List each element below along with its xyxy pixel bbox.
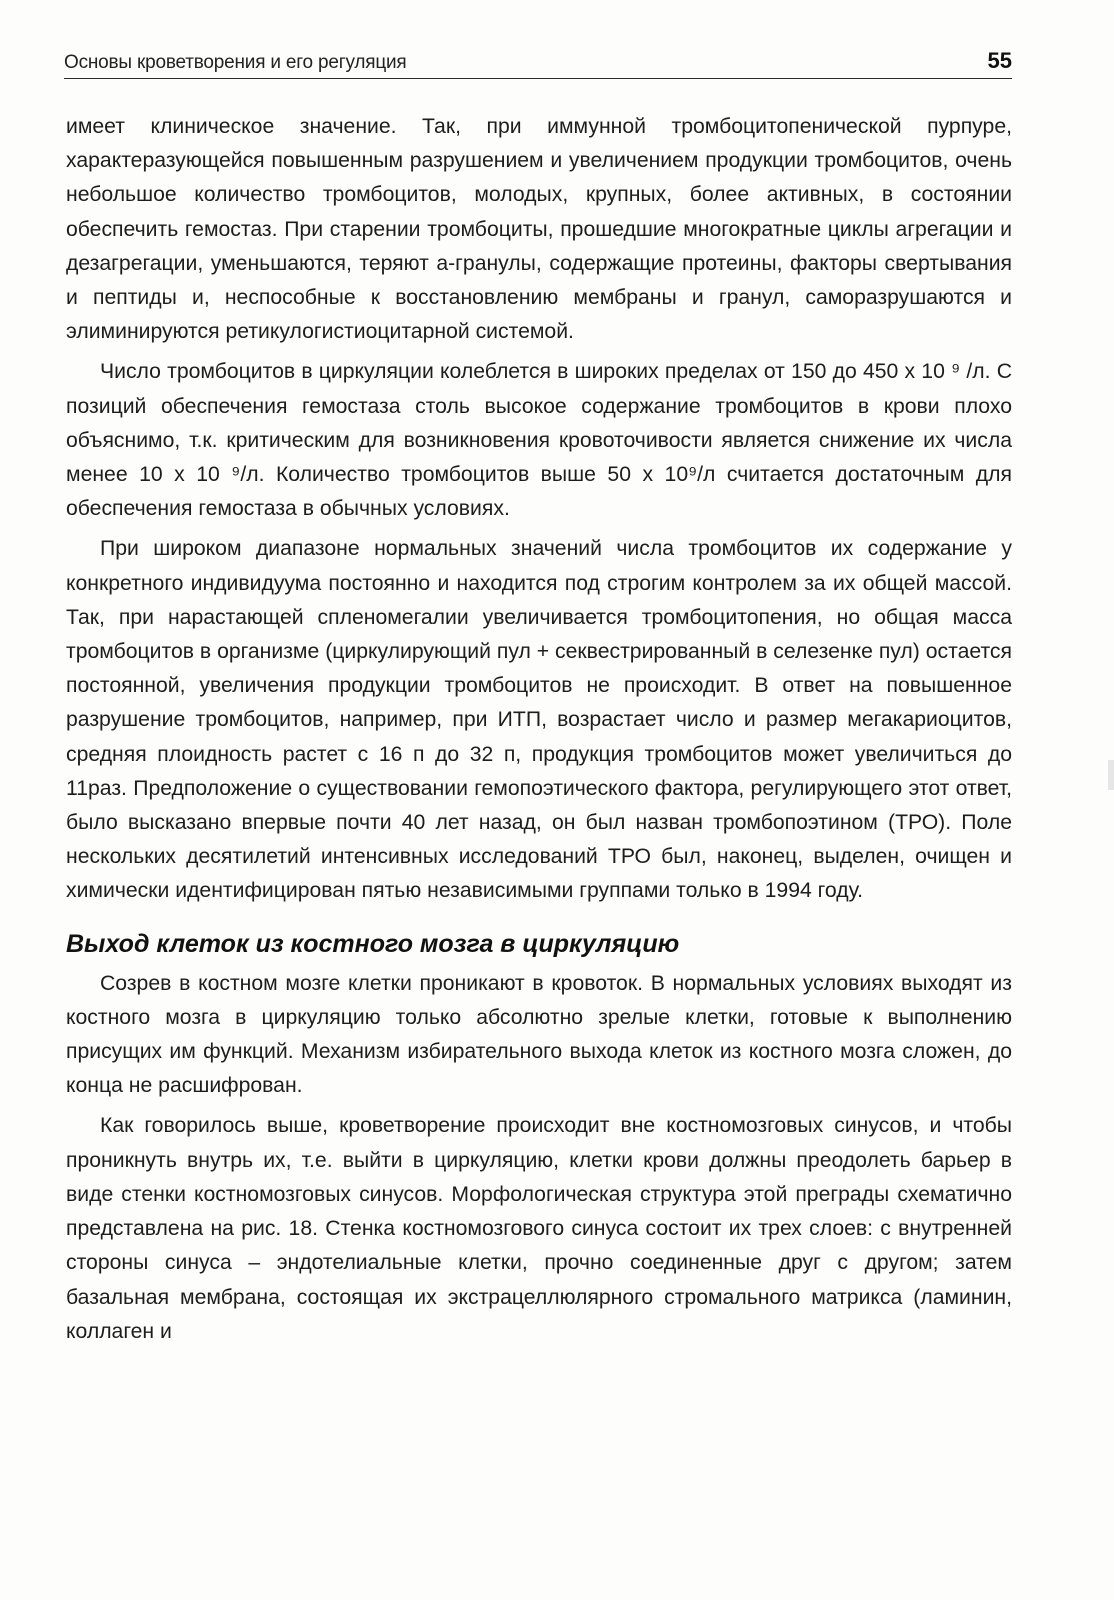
running-header [64,46,1012,79]
page-edge-shadow [1108,760,1114,790]
paragraph-sinus-wall: Как говорилось выше, кроветворение происходит вне костномозговых синусов, и чтобы проникнуть внутрь их, т.е. выйти в циркуляцию, клетки крови должны преодолеть барьер в виде стенки костномозговых синусов. Морфологическая структура этой преграды схематично представлена на рис. 18. Стенка костномозгового синуса состоит их трех слоев: с внутренней стороны синуса – эндотелиальные клетки, прочно соединенные друг с другом; затем базальная мембрана, состоящая их экстрацеллюлярного стромального матрикса (ламинин, коллаген и [66,1114,1012,1343]
paragraph-platelet-mass-control: При широком диапазоне нормальных значений числа тромбоцитов их содержание у конкретного индивидуума постоянно и находится под строгим контролем за их общей массой. Так, при нарастающей спленомегалии увеличивается тромбоцитопения, но общая масса тромбоцитов в организме (циркулирующий пул + секвестрированный в селезенке пул) остается постоянной, увеличения продукции тромбоцитов не происходит. В ответ на повышенное разрушение тромбоцитов, например, при ИТП, возрастает число и размер мегакариоцитов, средняя плоидность растет с 16 п до 32 п, продукция тромбоцитов может увеличиться до 11раз. Предположение о существовании гемопоэтического фактора, регулирующего этот ответ, было высказано впервые почти 40 лет назад, он был назван тромбопоэтином (ТРО). Поле нескольких десятилетий интенсивных исследований ТРО был, наконец, выделен, очищен и химически идентифицирован пятью независимыми группами только в 1994 году. [66,537,1012,903]
paragraph-continuation: имеет клиническое значение. Так, при иммунной тромбоцитопенической пурпуре, характеразующейся повышенным разрушением и увеличением продукции тромбоцитов, очень небольшое количество тромбоцитов, молодых, крупных, более активных, в состоянии обеспечить гемостаз. При старении тромбоциты, прошедшие многократные циклы агрегации и дезагрегации, уменьшаются, теряют а-гранулы, содержащие протеины, факторы свертывания и пептиды и, неспособные к восстановлению мембраны и гранул, саморазрушаются и элиминируются ретикулогистиоцитарной системой. [66,115,1012,344]
running-title: Основы кроветворения и его регуляция [64,52,407,73]
section-heading: Выход клеток из костного мозга в циркуляцию [66,929,680,958]
paragraph-platelet-count: Число тромбоцитов в циркуляции колеблется в широких пределах от 150 до 450 х 10 ⁹ /л. С позиций обеспечения гемостаза столь высокое содержание тромбоцитов в крови плохо объяснимо, т.к. критическим для возникновения кровоточивости является снижение их числа менее 10 х 10 ⁹/л. Количество тромбоцитов выше 50 х 10⁹/л считается достаточным для обеспечения гемостаза в обычных условиях. [66,360,1012,521]
body-text [66,110,1012,1349]
page-number: 55 [987,48,1012,73]
paragraph-cell-release: Созрев в костном мозге клетки проникают в кровоток. В нормальных условиях выходят из костного мозга в циркуляцию только абсолютно зрелые клетки, готовые к выполнению присущих им функций. Механизм избирательного выхода клеток из костного мозга сложен, до конца не расшифрован. [66,971,1012,1098]
